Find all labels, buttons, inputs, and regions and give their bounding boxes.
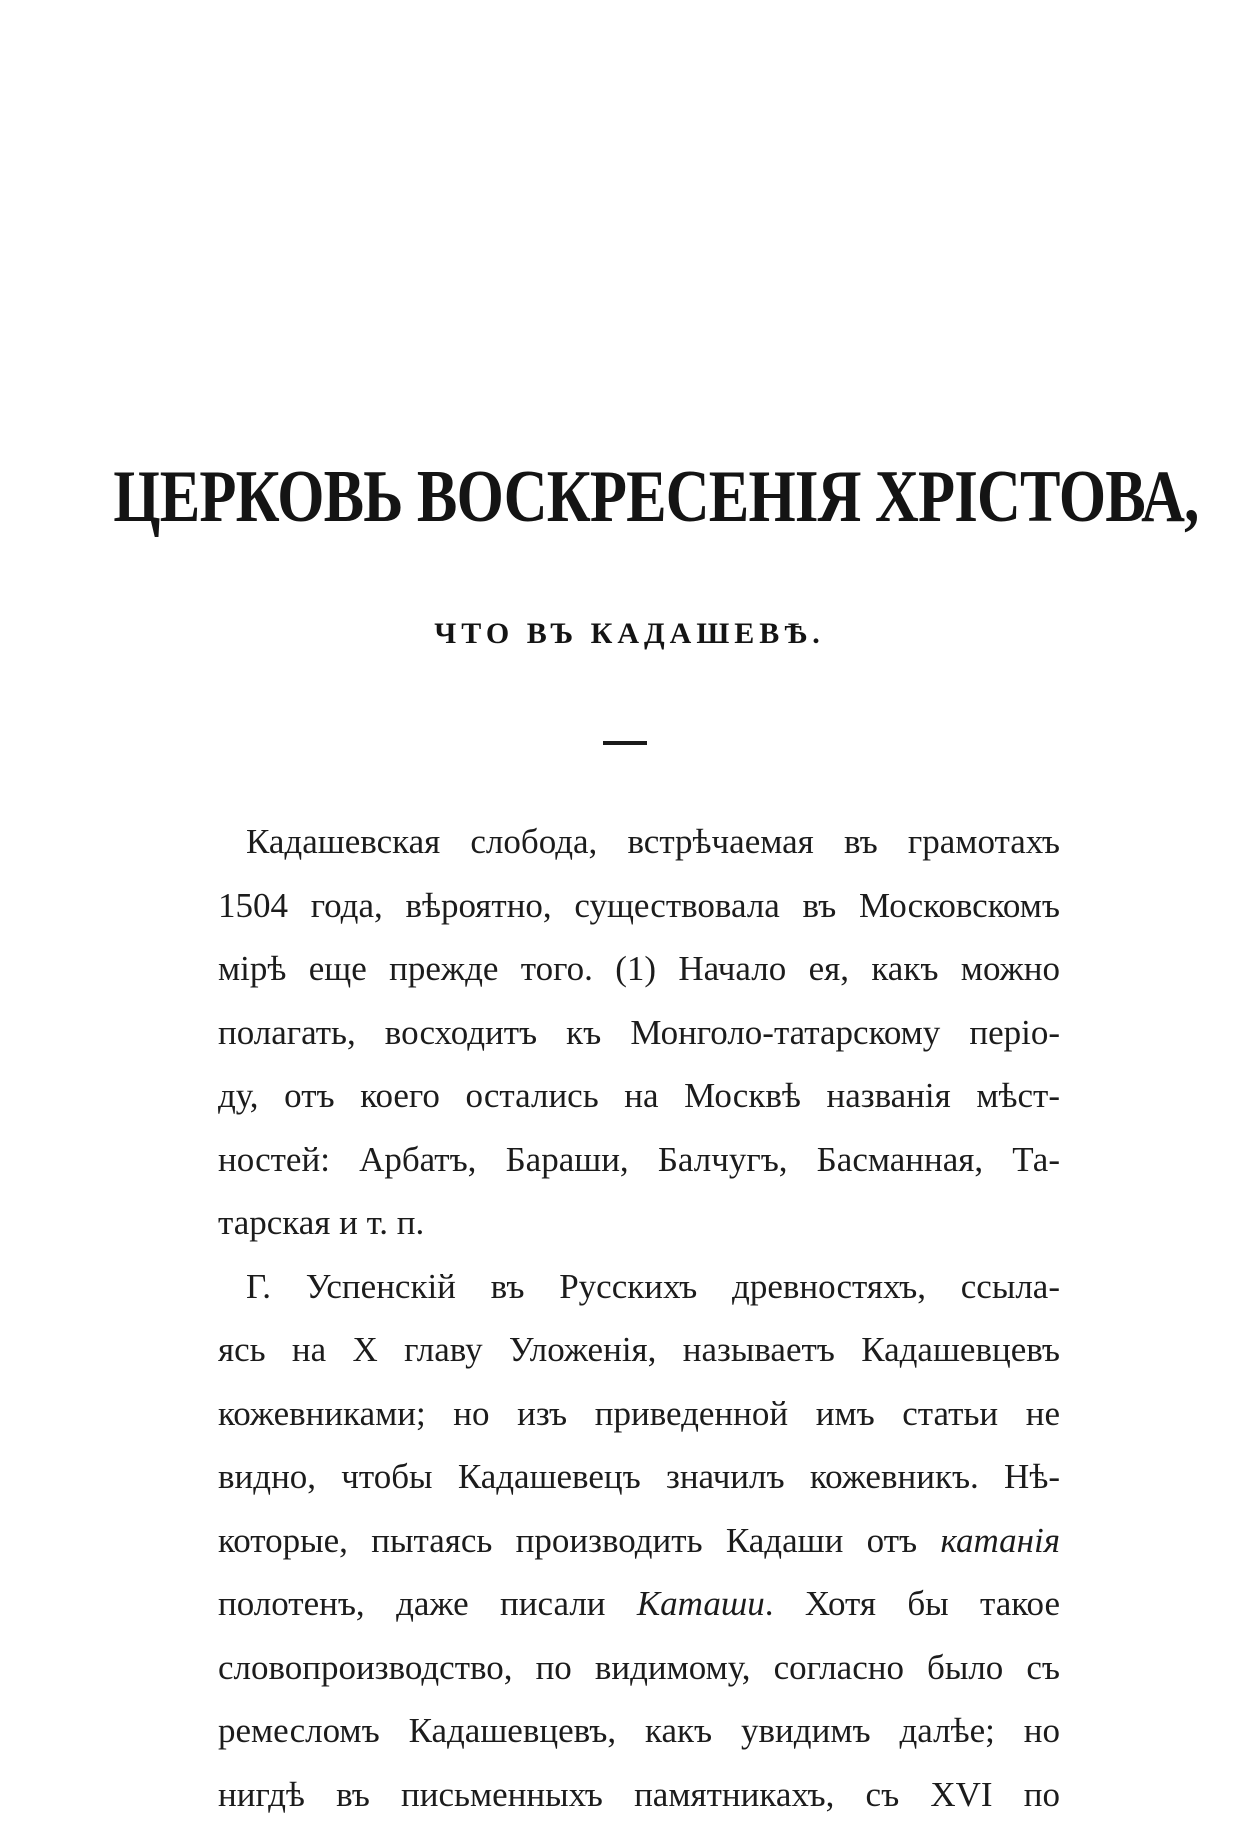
text-line: ясь на X главу Уложенія, называетъ Кадашевцевъ xyxy=(218,1318,1060,1382)
text-line: Кадашевская слобода, встрѣчаемая въ грамотахъ xyxy=(218,810,1060,874)
text-line: Г. Успенскій въ Русскихъ древностяхъ, ссыла- xyxy=(218,1255,1060,1319)
text-segment: которые, пытаясь производить Кадаши отъ xyxy=(218,1521,917,1560)
chapter-title: ЦЕРКОВЬ ВОСКРЕСЕНІЯ ХРІСТОВА, xyxy=(113,452,1145,542)
text-line: ремесломъ Кадашевцевъ, какъ увидимъ далѣе; но xyxy=(218,1699,1060,1763)
text-line: словопроизводство, по видимому, согласно было съ xyxy=(218,1636,1060,1700)
text-line: полагать, восходитъ къ Монголо-татарскому періо- xyxy=(218,1001,1060,1065)
italic-term: катанія xyxy=(940,1521,1060,1560)
text-line: ду, отъ коего остались на Москвѣ названія мѣст- xyxy=(218,1064,1060,1128)
text-line: мірѣ еще прежде того. (1) Начало ея, какъ можно xyxy=(218,937,1060,1001)
text-line: видно, чтобы Кадашевецъ значилъ кожевникъ. Нѣ- xyxy=(218,1445,1060,1509)
chapter-subtitle: ЧТО ВЪ КАДАШЕВѢ. xyxy=(0,614,1259,654)
text-line: ностей: Арбатъ, Бараши, Балчугъ, Басманная, Та- xyxy=(218,1128,1060,1192)
title-divider xyxy=(603,741,647,745)
italic-term: Каташи xyxy=(637,1584,765,1623)
text-line xyxy=(218,1572,1060,1636)
body-text xyxy=(218,810,1060,1826)
text-segment: . Хотя бы такое xyxy=(765,1584,1060,1623)
text-line xyxy=(218,1509,1060,1573)
text-line: нигдѣ въ письменныхъ памятникахъ, съ XVI по xyxy=(218,1763,1060,1826)
text-line: 1504 года, вѣроятно, существовала въ Московскомъ xyxy=(218,874,1060,938)
text-segment: полотенъ, даже писали xyxy=(218,1584,606,1623)
text-line: кожевниками; но изъ приведенной имъ статьи не xyxy=(218,1382,1060,1446)
text-line: тарская и т. п. xyxy=(218,1191,1060,1255)
